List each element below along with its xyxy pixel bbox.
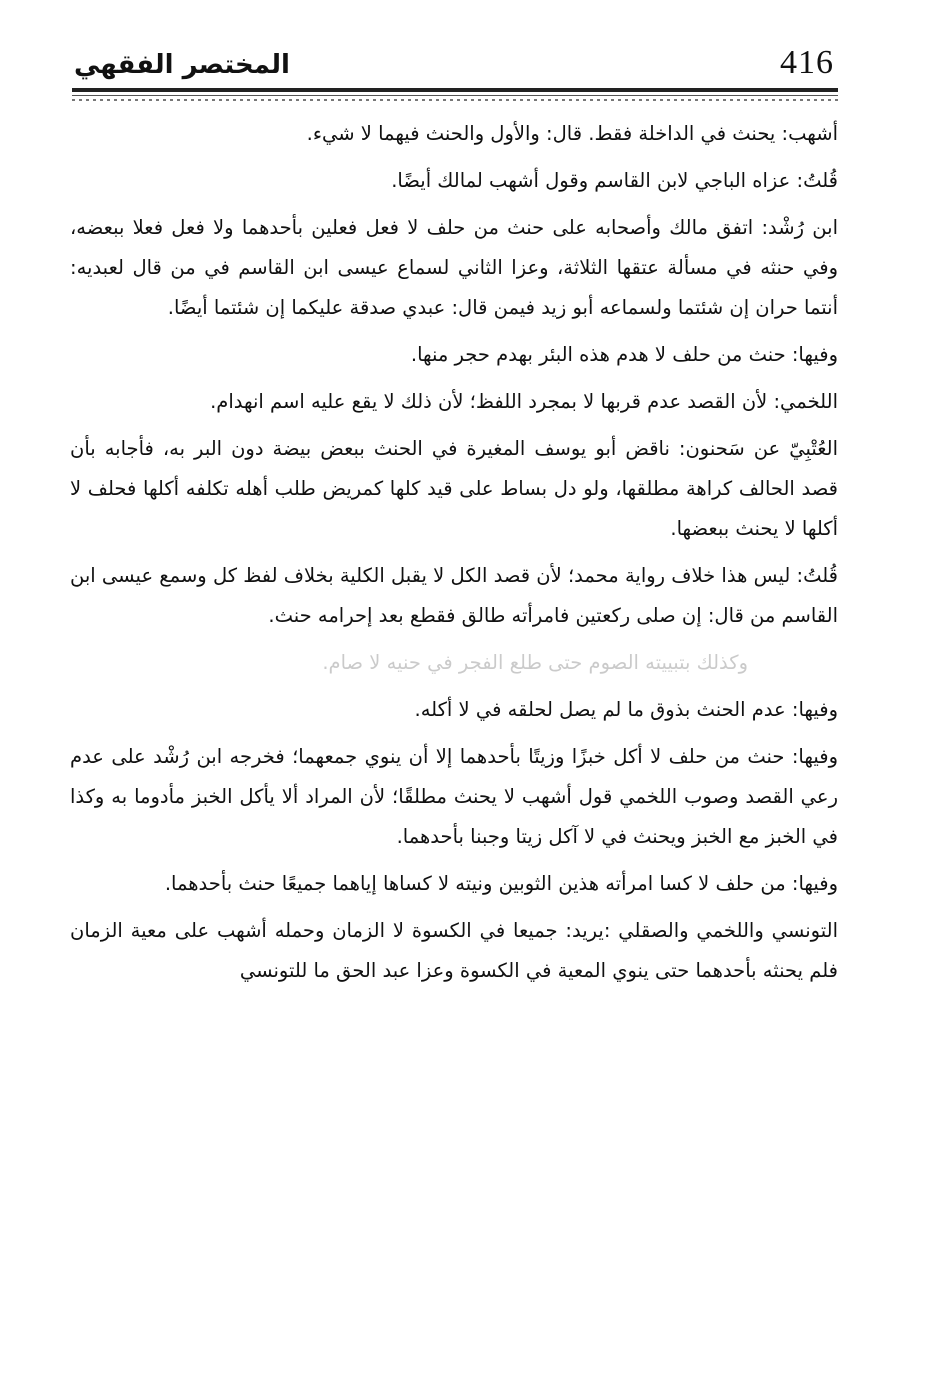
page-number: 416: [780, 44, 834, 81]
paragraph: قُلتُ: عزاه الباجي لابن القاسم وقول أشهب لمالك أيضًا.: [391, 169, 838, 192]
header-rule-thick: [72, 88, 838, 92]
body-text: [70, 114, 838, 998]
paragraph: وفيها: من حلف لا كسا امرأته هذين الثوبين ونيته لا كساها إياهما جميعًا حنث بأحدهما.: [164, 872, 838, 895]
faded-paragraph: وكذلك بتبييته الصوم حتى طلع الفجر في حنيه لا صام.: [322, 651, 748, 674]
paragraph: اللخمي: لأن القصد عدم قربها لا بمجرد اللفظ؛ لأن ذلك لا يقع عليه اسم انهدام.: [210, 390, 838, 413]
paragraph: ابن رُشْد: اتفق مالك وأصحابه على حنث من حلف لا فعل فعلين بأحدهما ولا فعل فعلا ببعضه، وفي حنثه في مسألة عتقها الثلاثة، وعزا الثاني لسماع عيسى ابن القاسم في من قال لعبديه: أنتما حران إن شئتما ولسماعه أبو زيد فيمن قال: عبدي صدقة عليكما إن شئتما أيضًا.: [70, 216, 838, 319]
header-rule-dotted: [72, 99, 838, 101]
running-title: المختصر الفقهي: [74, 50, 290, 80]
paragraph: وفيها: عدم الحنث بذوق ما لم يصل لحلقه في لا أكله.: [414, 698, 838, 721]
header-rule-thin: [72, 95, 838, 96]
paragraph: أشهب: يحنث في الداخلة فقط. قال: والأول والحنث فيهما لا شيء.: [306, 122, 838, 145]
paragraph: قُلتُ: ليس هذا خلاف رواية محمد؛ لأن قصد الكل لا يقبل الكلية بخلاف لفظ كل وسمع عيسى ابن القاسم من قال: إن صلى ركعتين فامرأته طالق فقطع بعد إحرامه حنث.: [70, 564, 838, 627]
paragraph: وفيها: حنث من حلف لا هدم هذه البئر بهدم حجر منها.: [410, 343, 838, 366]
paragraph: وفيها: حنث من حلف لا أكل خبزًا وزيتًا بأحدهما إلا أن ينوي جمعهما؛ فخرجه ابن رُشْد على عدم رعي القصد وصوب اللخمي قول أشهب لا يحنث مطلقًا؛ لأن المراد ألا يأكل الخبز مأدوما به وكذا في الخبز مع الخبز ويحنث في لا آكل زيتا وجبنا بأحدهما.: [70, 745, 838, 848]
paragraph: التونسي واللخمي والصقلي :يريد: جميعا في الكسوة لا الزمان وحمله أشهب على معية الزمان فلم يحنثه بأحدهما حتى ينوي المعية في الكسوة وعزا عبد الحق ما للتونسي: [70, 919, 838, 982]
paragraph: العُتْبِيّ عن سَحنون: ناقض أبو يوسف المغيرة في الحنث ببعض بيضة دون البر به، فأجابه بأن قصد الحالف كراهة مطلقها، ولو دل بساط على قيد كلها كمريض طلب أهله تكلفه أكلها فحلف لا أكلها لا يحنث ببعضها.: [70, 437, 838, 540]
